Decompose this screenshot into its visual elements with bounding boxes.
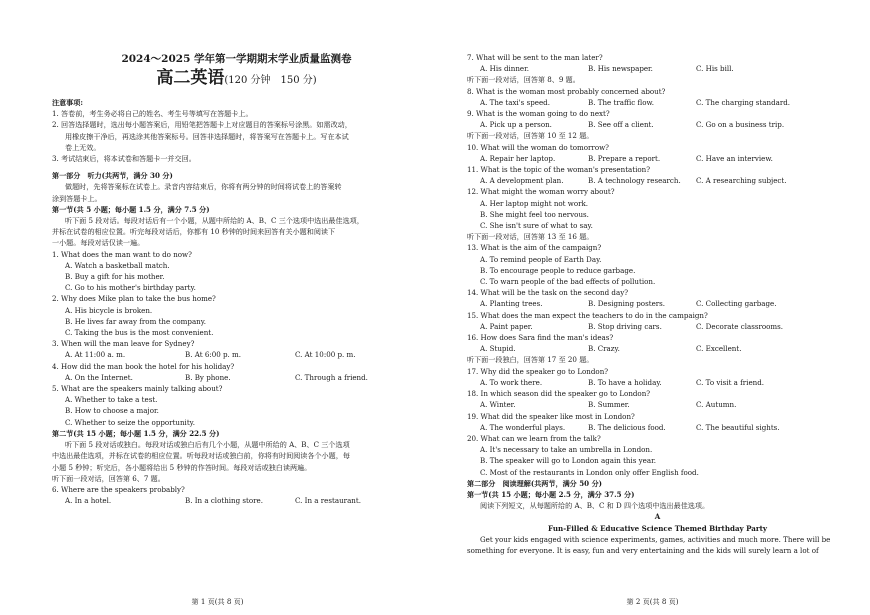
question-10: 10. What will the woman do tomorrow? [467, 142, 609, 152]
option: B. At 6:00 p. m. [185, 350, 242, 360]
option-row [467, 321, 848, 332]
page-footer: 第 1 页(共 8 页) [191, 597, 244, 606]
option: A. Pick up a person. [480, 120, 552, 130]
part2-intro: 阅读下列短文，从每题所给的 A、B、C 和 D 四个选项中选出最佳选项。 [480, 501, 710, 511]
question-8: 8. What is the woman most probably concerned about? [467, 86, 666, 96]
question-7: 7. What will be sent to the man later? [467, 53, 603, 62]
question-6: 6. Where are the speakers probably? [52, 484, 185, 494]
note-line: 2. 回答选择题时，选出每小题答案后，用铅笔把答题卡上对应题目的答案标号涂黑。如需改动， [52, 120, 352, 130]
option: B. The speaker will go to London again this year. [480, 456, 656, 466]
note-line: 3. 考试结束后，将本试卷和答题卡一并交回。 [52, 154, 196, 164]
option: A. On the Internet. [65, 372, 133, 382]
dialog-instruction: 听下面一段对话，回答第 10 至 12 题。 [467, 131, 594, 141]
option: A. Paint paper. [480, 321, 533, 331]
option: C. A researching subject. [696, 176, 787, 186]
option: C. She isn't sure of what to say. [480, 221, 593, 231]
option: A. Stupid. [480, 344, 516, 354]
question-5: 5. What are the speakers mainly talking about? [52, 384, 223, 394]
section1-intro: 并标在试卷的相应位置。听完每段对话后，你都有 10 秒钟的时间来回答有关小题和阅读下 [52, 227, 336, 237]
question-15: 15. What does the man expect the teachers to do in the campaign? [467, 310, 708, 320]
note-line: 卷上无效。 [65, 142, 101, 152]
option-row [52, 349, 421, 360]
exam-page-2 [435, 0, 870, 615]
option: B. Summer. [588, 400, 630, 410]
section1-intro: 听下面 5 段对话。每段对话后有一个小题，从题中所给的 A、B、C 三个选项中选出最佳选项， [65, 216, 364, 226]
exam-title: 2024～2025 学年第一学期期末学业质量监测卷 [121, 53, 352, 65]
option-row [467, 119, 848, 130]
notes-heading: 注意事项: [52, 98, 83, 107]
option: C. The beautiful sights. [696, 422, 780, 432]
option: A. Whether to take a test. [65, 395, 158, 405]
option-row [467, 63, 848, 74]
question-13: 13. What is the aim of the campaign? [467, 243, 602, 253]
dialog-instruction: 听下面一段对话，回答第 13 至 16 题。 [467, 232, 594, 242]
part2-heading: 第二部分 阅读理解(共两节，满分 50 分) [467, 478, 603, 488]
option: A. The taxi's speed. [480, 97, 550, 107]
question-18: 18. In which season did the speaker go to London? [467, 389, 651, 399]
option: C. At 10:00 p. m. [295, 350, 356, 360]
option: B. Prepare a report. [588, 153, 661, 163]
option: C. Autumn. [696, 400, 737, 410]
passage-letter: A [654, 512, 661, 522]
option: C. Have an interview. [696, 153, 773, 163]
option: B. He lives far away from the company. [65, 316, 207, 326]
note-line: 1. 答卷前，考生务必将自己的姓名、考生号等填写在答题卡上。 [52, 109, 253, 119]
option: B. She might feel too nervous. [480, 209, 589, 219]
option: C. Collecting garbage. [696, 299, 777, 309]
question-16: 16. How does Sara find the man's ideas? [467, 333, 614, 343]
option: C. Go on a business trip. [696, 120, 785, 130]
option: C. Decorate classrooms. [696, 321, 784, 331]
option: B. The traffic flow. [588, 97, 654, 107]
subject-name: 高二英语 [156, 68, 225, 88]
option: A. The wonderful plays. [480, 422, 566, 432]
option: C. Excellent. [696, 344, 742, 354]
passage-line: something for everyone. It is easy, fun and very entertaining and the kids will surely learn a lot of [467, 545, 819, 555]
subject-heading [52, 66, 421, 93]
option: A. Planting trees. [480, 299, 543, 309]
option: B. See off a client. [588, 120, 654, 130]
option-row [52, 495, 421, 506]
option: A. His dinner. [480, 64, 529, 74]
option: C. Most of the restaurants in London only offer English food. [480, 467, 699, 477]
option: A. In a hotel. [65, 496, 112, 506]
question-3: 3. When will the man leave for Sydney? [52, 339, 195, 349]
option-row [467, 343, 848, 354]
option: C. Taking the bus is the most convenient. [65, 328, 214, 338]
option-row [52, 372, 421, 383]
option: C. To visit a friend. [696, 377, 765, 387]
option: A. To remind people of Earth Day. [480, 254, 602, 264]
subject-time: (120 分钟 150 分) [224, 75, 317, 86]
part2-section1-heading: 第一节(共 15 小题；每小题 2.5 分，满分 37.5 分) [467, 489, 635, 499]
option: C. Whether to seize the opportunity. [65, 417, 195, 427]
option: B. The delicious food. [588, 422, 666, 432]
section2-intro: 小题 5 秒钟；听完后，各小题将给出 5 秒钟的作答时间。每段对话或独白读两遍。 [52, 462, 312, 472]
option: C. Go to his mother's birthday party. [65, 283, 196, 293]
option: A. His bicycle is broken. [65, 305, 153, 315]
section1-intro: 一小题。每段对话仅读一遍。 [52, 238, 145, 248]
question-4: 4. How did the man book the hotel for his holiday? [52, 361, 235, 371]
option: B. By phone. [185, 372, 231, 382]
option: C. His bill. [696, 64, 734, 74]
option-row [467, 175, 848, 186]
option: A. Her laptop might not work. [480, 198, 589, 208]
option: B. To encourage people to reduce garbage. [480, 265, 636, 275]
option: B. Stop driving cars. [588, 321, 662, 331]
option-row [467, 377, 848, 388]
option-row [467, 153, 848, 164]
option: A. Watch a basketball match. [65, 260, 170, 270]
question-14: 14. What will be the task on the second day? [467, 288, 628, 298]
option: C. The charging standard. [696, 97, 791, 107]
question-9: 9. What is the woman going to do next? [467, 109, 610, 119]
option: B. How to choose a major. [65, 406, 159, 416]
option: A. It's necessary to take an umbrella in London. [480, 445, 653, 455]
option: A. At 11:00 a. m. [65, 350, 126, 360]
question-19: 19. What did the speaker like most in London? [467, 411, 635, 421]
question-2: 2. Why does Mike plan to take the bus home? [52, 294, 216, 304]
option: B. In a clothing store. [185, 496, 264, 506]
section1-heading: 第一节(共 5 小题；每小题 1.5 分，满分 7.5 分) [52, 204, 210, 214]
option: C. Through a friend. [295, 372, 368, 382]
option: B. Crazy. [588, 344, 620, 354]
dialog-instruction: 听下面一段独白，回答第 17 至 20 题。 [467, 355, 594, 365]
dialog-instruction: 听下面一段对话，回答第 6、7 题。 [52, 473, 165, 483]
option-row [467, 97, 848, 108]
option: A. To work there. [480, 377, 543, 387]
passage-title: Fun-Filled & Educative Science Themed Birthday Party [547, 523, 768, 533]
option: B. To have a holiday. [588, 377, 662, 387]
passage-line: Get your kids engaged with science experiments, games, activities and much more. There will be [480, 534, 831, 544]
question-17: 17. Why did the speaker go to London? [467, 366, 609, 376]
option: B. His newspaper. [588, 64, 653, 74]
option: B. Designing posters. [588, 299, 666, 309]
part1-heading: 第一部分 听力(共两节，满分 30 分) [52, 171, 173, 181]
part1-intro: 涂到答题卡上。 [52, 193, 102, 203]
question-20: 20. What can we learn from the talk? [467, 433, 601, 443]
option: A. Winter. [480, 400, 516, 410]
option: B. Buy a gift for his mother. [65, 272, 165, 282]
option: C. To warn people of the bad effects of pollution. [480, 277, 656, 287]
section2-intro: 听下面 5 段对话或独白。每段对话或独白后有几个小题，从题中所给的 A、B、C 三个选项 [65, 440, 350, 450]
option: A. Repair her laptop. [480, 153, 556, 163]
part1-intro: 做题时，先将答案标在试卷上。录音内容结束后，你将有两分钟的时间将试卷上的答案转 [65, 182, 342, 192]
question-1: 1. What does the man want to do now? [52, 249, 192, 259]
section2-heading: 第二节(共 15 小题；每小题 1.5 分，满分 22.5 分) [52, 428, 220, 438]
question-12: 12. What might the woman worry about? [467, 187, 615, 197]
section2-intro: 中选出最佳选项，并标在试卷的相应位置。听每段对话或独白前，你将有时间阅读各个小题，每 [52, 451, 350, 461]
question-11: 11. What is the topic of the woman's presentation? [467, 165, 651, 175]
option-row [467, 399, 848, 410]
option: A. A development plan. [480, 176, 564, 186]
option: B. A technology research. [588, 176, 681, 186]
option-row [467, 422, 848, 433]
note-line: 用橡皮擦干净后，再选涂其他答案标号。回答非选择题时，将答案写在答题卡上。写在本试 [65, 131, 349, 141]
dialog-instruction: 听下面一段对话，回答第 8、9 题。 [467, 75, 580, 85]
page-footer: 第 2 页(共 8 页) [626, 597, 679, 606]
option: C. In a restaurant. [295, 496, 361, 506]
option-row [467, 298, 848, 309]
